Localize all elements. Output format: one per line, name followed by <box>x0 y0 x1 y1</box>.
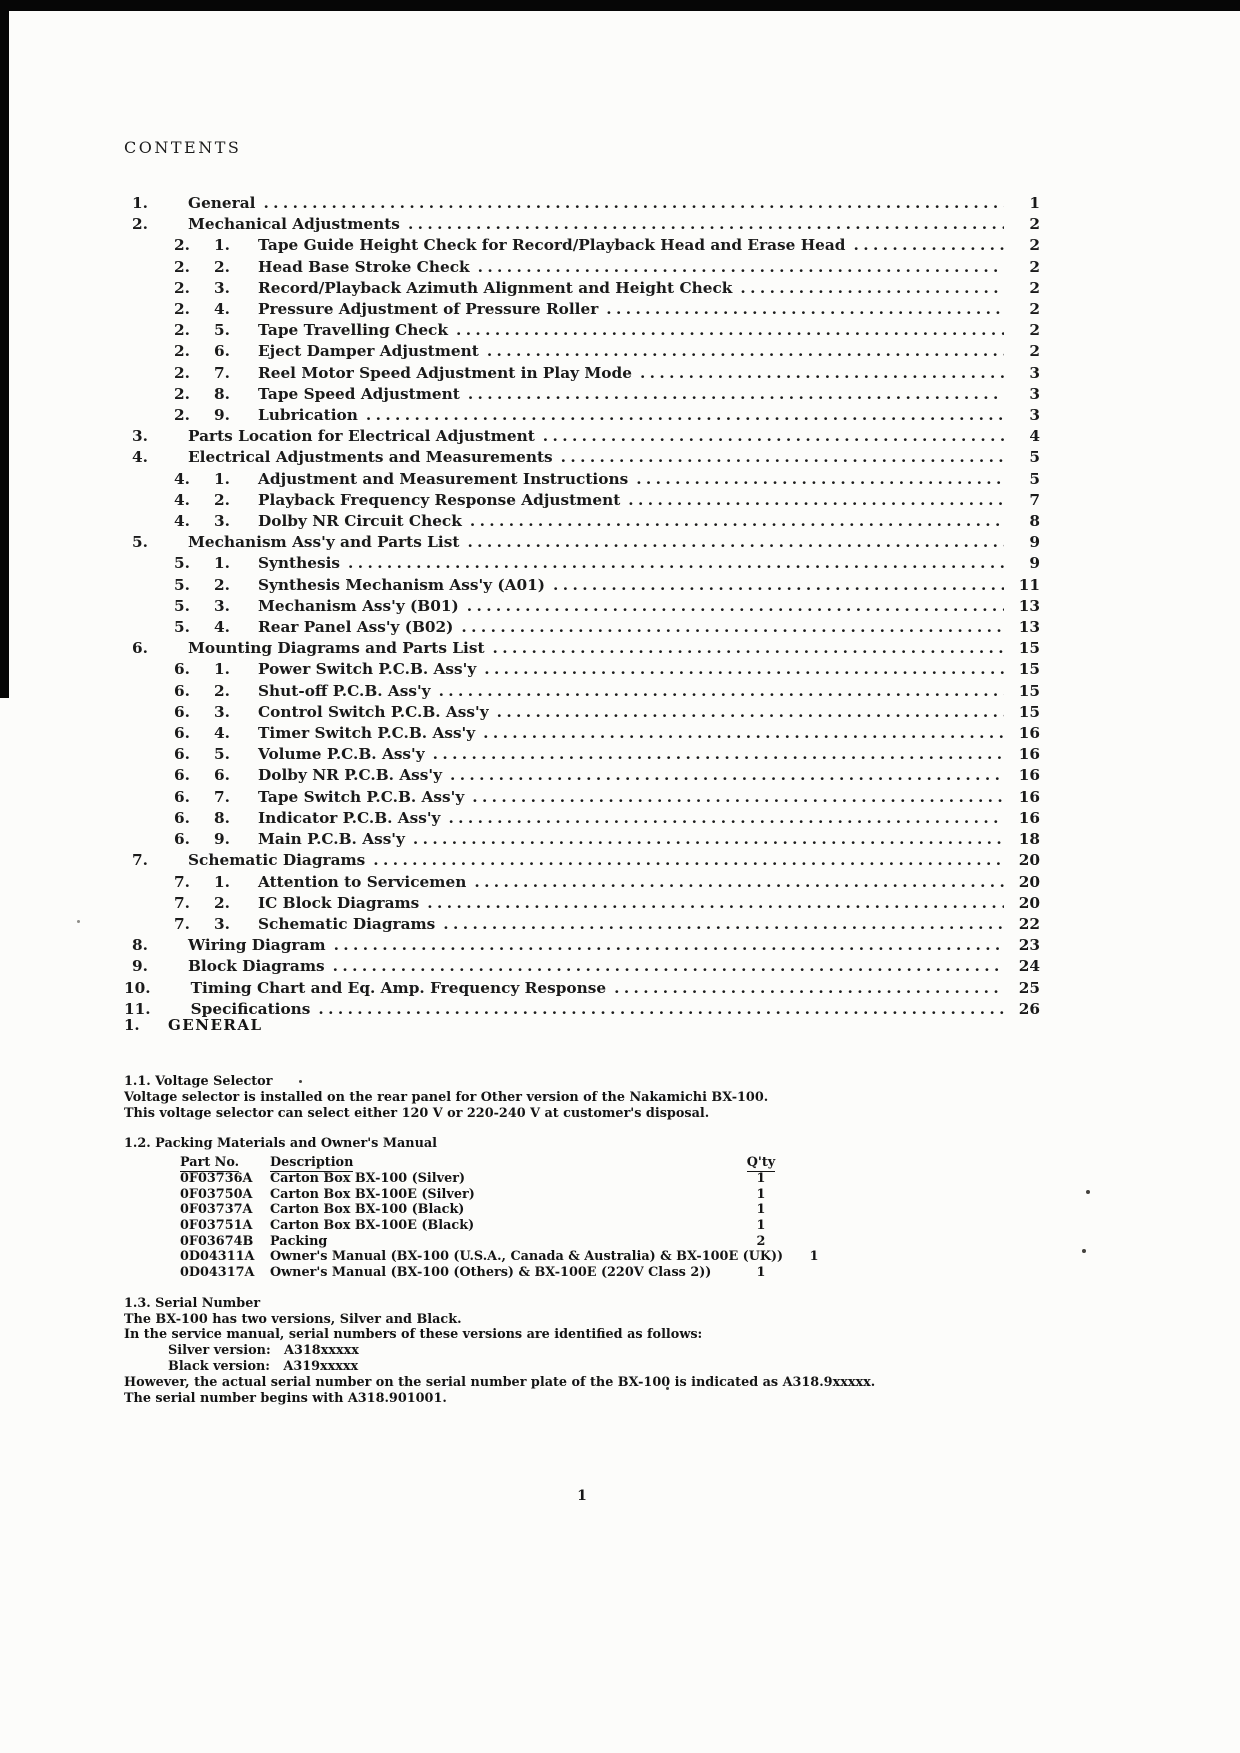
toc-entry-subnumber: 8. <box>214 808 230 827</box>
toc-dot-leader <box>470 511 1004 532</box>
toc-entry-number: 6. <box>174 830 190 849</box>
toc-entry-subnumber: 4. <box>214 300 230 319</box>
toc-entry <box>124 638 1040 659</box>
toc-entry-subnumber: 4. <box>214 618 230 637</box>
text-line: However, the actual serial number on the serial number plate of the BX-100 is indicated as A318.9xxxxx. <box>124 1374 876 1390</box>
toc-dot-leader <box>408 214 1004 235</box>
toc-entry-page: 16 <box>1018 745 1040 764</box>
toc-entry-page: 20 <box>1018 872 1040 891</box>
toc-entry <box>124 956 1040 977</box>
toc-entry-title: Schematic Diagrams <box>188 851 366 870</box>
toc-dot-leader <box>448 808 1004 829</box>
toc-dot-leader <box>854 235 1004 256</box>
toc-entry <box>124 808 1040 829</box>
serial-number-subsection <box>124 1296 1040 1407</box>
toc-entry <box>124 935 1040 956</box>
toc-entry-number: 2. <box>174 278 190 297</box>
packing-table-body <box>124 1171 1040 1281</box>
toc-entry-title: Indicator P.C.B. Ass'y <box>258 808 441 827</box>
toc-entry-number: 2. <box>174 236 190 255</box>
toc-entry-subnumber: 2. <box>214 681 230 700</box>
toc-entry-number: 4. <box>174 469 190 488</box>
toc-entry-title: Playback Frequency Response Adjustment <box>258 490 621 509</box>
packing-table-row <box>124 1249 1040 1265</box>
toc-entry-subnumber: 7. <box>214 787 230 806</box>
toc-dot-leader <box>478 257 1004 278</box>
packing-table-row <box>124 1171 1040 1187</box>
toc-dot-leader <box>606 299 1004 320</box>
part-number-cell: 0F03674B <box>180 1233 254 1249</box>
toc-dot-leader <box>263 193 1004 214</box>
toc-entry-page: 5 <box>1029 448 1040 467</box>
qty-cell: 1 <box>756 1186 766 1202</box>
toc-entry-page: 26 <box>1018 999 1040 1018</box>
toc-entry-number: 7. <box>132 851 148 870</box>
toc-entry-number: 3. <box>132 427 148 446</box>
description-cell: Carton Box BX-100 (Silver) <box>270 1170 466 1186</box>
toc-entry-title: Parts Location for Electrical Adjustment <box>188 427 535 446</box>
toc-entry-page: 9 <box>1029 554 1040 573</box>
toc-entry-title: Tape Guide Height Check for Record/Playback Head and Erase Head <box>258 236 846 255</box>
toc-dot-leader <box>461 617 1004 638</box>
toc-dot-leader <box>740 278 1004 299</box>
toc-entry-number: 2. <box>132 215 148 234</box>
toc-entry-subnumber: 2. <box>214 257 230 276</box>
toc-dot-leader <box>439 681 1004 702</box>
toc-entry-subnumber: 6. <box>214 766 230 785</box>
toc-entry-page: 15 <box>1018 702 1040 721</box>
qty-cell: 1 <box>756 1170 766 1186</box>
toc-entry-number: 6. <box>174 681 190 700</box>
toc-entry <box>124 384 1040 405</box>
serial-number-heading: 1.3. Serial Number <box>124 1295 261 1311</box>
general-section <box>124 1016 1040 1406</box>
toc-entry-title: Adjustment and Measurement Instructions <box>258 469 629 488</box>
toc-entry-page: 20 <box>1018 851 1040 870</box>
toc-entry-title: Timer Switch P.C.B. Ass'y <box>258 724 476 743</box>
toc-entry-number: 4. <box>174 490 190 509</box>
toc-entry-page: 1 <box>1029 194 1040 212</box>
toc-dot-leader <box>373 850 1004 871</box>
toc-dot-leader <box>433 744 1004 765</box>
toc-entry <box>124 765 1040 786</box>
toc-entry-number: 10. <box>124 978 151 997</box>
packing-table-row <box>124 1265 1040 1281</box>
toc-entry-page: 2 <box>1029 321 1040 340</box>
part-number-cell: 0D04311A <box>180 1249 255 1265</box>
toc-entry-page: 9 <box>1029 533 1040 552</box>
toc-entry-title: IC Block Diagrams <box>258 893 420 912</box>
toc-entry-number: 7. <box>174 914 190 933</box>
toc-entry-subnumber: 3. <box>214 702 230 721</box>
toc-entry-title: Lubrication <box>258 406 358 425</box>
toc-entry <box>124 532 1040 553</box>
voltage-selector-paragraph <box>124 1090 1040 1122</box>
toc-dot-leader <box>474 872 1004 893</box>
toc-entry-number: 9. <box>132 957 148 976</box>
packing-materials-table <box>124 1155 1040 1281</box>
toc-entry-number: 2. <box>174 342 190 361</box>
description-cell: Packing <box>270 1233 328 1249</box>
toc-entry-page: 15 <box>1018 660 1040 679</box>
toc-entry-title: Volume P.C.B. Ass'y <box>258 745 425 764</box>
toc-entry-number: 5. <box>174 618 190 637</box>
toc-dot-leader <box>640 363 1004 384</box>
toc-entry-title: Rear Panel Ass'y (B02) <box>258 618 454 637</box>
toc-dot-leader <box>472 787 1004 808</box>
toc-entry-number: 2. <box>174 363 190 382</box>
toc-entry <box>124 447 1040 468</box>
contents-heading: CONTENTS <box>124 138 242 157</box>
toc-entry <box>124 193 1040 214</box>
toc-entry-subnumber: 1. <box>214 236 230 255</box>
toc-entry <box>124 787 1040 808</box>
scan-artifact-speck <box>1082 1249 1086 1253</box>
packing-table-row <box>124 1234 1040 1250</box>
toc-entry-subnumber: 3. <box>214 596 230 615</box>
toc-entry-number: 2. <box>174 321 190 340</box>
toc-entry-subnumber: 1. <box>214 660 230 679</box>
toc-entry <box>124 681 1040 702</box>
toc-dot-leader <box>450 765 1004 786</box>
packing-materials-subsection <box>124 1136 1040 1280</box>
description-cell: Carton Box BX-100E (Silver) <box>270 1186 475 1202</box>
toc-entry-number: 6. <box>174 702 190 721</box>
qty-cell: 1 <box>756 1218 766 1233</box>
toc-entry-number: 5. <box>174 575 190 594</box>
toc-entry <box>124 405 1040 426</box>
toc-entry-subnumber: 9. <box>214 406 230 425</box>
toc-entry <box>124 363 1040 384</box>
toc-entry <box>124 214 1040 235</box>
part-number-cell: 0F03750A <box>180 1186 253 1202</box>
toc-entry-title: Mechanical Adjustments <box>188 215 400 234</box>
toc-dot-leader <box>467 532 1004 553</box>
description-cell: Owner's Manual (BX-100 (Others) & BX-100E (220V Class 2)) <box>270 1265 712 1281</box>
toc-entry-subnumber: 9. <box>214 830 230 849</box>
toc-entry-page: 13 <box>1018 618 1040 637</box>
toc-entry-page: 3 <box>1029 363 1040 382</box>
toc-entry-title: Mounting Diagrams and Parts List <box>188 639 485 658</box>
toc-entry <box>124 490 1040 511</box>
toc-dot-leader <box>487 341 1004 362</box>
toc-dot-leader <box>628 490 1004 511</box>
toc-entry-number: 6. <box>174 660 190 679</box>
contents-section <box>124 138 1040 1020</box>
toc-entry-page: 11 <box>1018 575 1040 594</box>
toc-entry-page: 8 <box>1029 512 1040 531</box>
scan-artifact-speck <box>77 920 80 923</box>
toc-entry-number: 8. <box>132 936 148 955</box>
toc-entry-subnumber: 1. <box>214 469 230 488</box>
part-number-cell: 0F03737A <box>180 1202 253 1218</box>
toc-entry-number: 2. <box>174 384 190 403</box>
toc-entry-page: 16 <box>1018 787 1040 806</box>
toc-dot-leader <box>334 935 1004 956</box>
toc-entry-subnumber: 6. <box>214 342 230 361</box>
toc-entry-subnumber: 2. <box>214 575 230 594</box>
toc-entry-subnumber: 1. <box>214 554 230 573</box>
toc-dot-leader <box>543 426 1004 447</box>
toc-entry-page: 16 <box>1018 766 1040 785</box>
serial-number-paragraph <box>124 1312 1040 1344</box>
toc-dot-leader <box>636 469 1004 490</box>
toc-dot-leader <box>467 596 1004 617</box>
qty-cell: 2 <box>756 1233 766 1249</box>
toc-entry <box>124 575 1040 596</box>
toc-entry-number: 2. <box>174 406 190 425</box>
toc-entry <box>124 744 1040 765</box>
toc-entry-number: 6. <box>174 745 190 764</box>
toc-entry-number: 4. <box>132 448 148 467</box>
toc-entry-title: Synthesis Mechanism Ass'y (A01) <box>258 575 546 594</box>
toc-entry-subnumber: 3. <box>214 278 230 297</box>
toc-entry-title: Dolby NR Circuit Check <box>258 512 462 531</box>
toc-entry-page: 18 <box>1018 830 1040 849</box>
toc-dot-leader <box>443 914 1004 935</box>
toc-entry-number: 11. <box>124 999 151 1018</box>
toc-entry-page: 15 <box>1018 681 1040 700</box>
toc-entry-number: 7. <box>174 872 190 891</box>
toc-entry-title: Reel Motor Speed Adjustment in Play Mode <box>258 363 632 382</box>
toc-dot-leader <box>456 320 1004 341</box>
toc-entry <box>124 914 1040 935</box>
toc-entry-title: Mechanism Ass'y (B01) <box>258 596 459 615</box>
part-number-cell: 0F03751A <box>180 1218 253 1233</box>
toc-entry-title: Specifications <box>190 999 311 1018</box>
toc-entry-title: Eject Damper Adjustment <box>258 342 479 361</box>
toc-entry <box>124 511 1040 532</box>
toc-entry <box>124 702 1040 723</box>
toc-dot-leader <box>493 638 1004 659</box>
page-number: 1 <box>577 1488 587 1504</box>
toc-entry-subnumber: 4. <box>214 724 230 743</box>
toc-entry-page: 2 <box>1029 278 1040 297</box>
toc-entry-page: 2 <box>1029 342 1040 361</box>
toc-entry-number: 4. <box>174 512 190 531</box>
serial-number-paragraph-2 <box>124 1375 1040 1407</box>
description-cell: Carton Box BX-100E (Black) <box>270 1218 475 1233</box>
toc-entry-page: 25 <box>1018 978 1040 997</box>
toc-entry-page: 15 <box>1018 639 1040 658</box>
toc-entry <box>124 829 1040 850</box>
voltage-selector-subsection <box>124 1074 1040 1121</box>
toc-entry-title: Power Switch P.C.B. Ass'y <box>258 660 477 679</box>
toc-entry-page: 2 <box>1029 300 1040 319</box>
toc-entry <box>124 659 1040 680</box>
toc-entry-page: 13 <box>1018 596 1040 615</box>
toc-entry-number: 1. <box>132 194 148 212</box>
toc-entry-page: 3 <box>1029 406 1040 425</box>
toc-entry-number: 6. <box>174 808 190 827</box>
toc-entry-title: Tape Speed Adjustment <box>258 384 460 403</box>
toc-dot-leader <box>333 956 1004 977</box>
scan-artifact-left-bar <box>0 0 9 698</box>
description-cell: Carton Box BX-100 (Black) <box>270 1202 465 1218</box>
toc-entry <box>124 617 1040 638</box>
toc-entry <box>124 893 1040 914</box>
toc-entry-subnumber: 5. <box>214 321 230 340</box>
packing-table-row <box>124 1218 1040 1234</box>
toc-entry-title: Timing Chart and Eq. Amp. Frequency Response <box>190 978 607 997</box>
toc-entry-subnumber: 2. <box>214 490 230 509</box>
toc-entry <box>124 341 1040 362</box>
toc-dot-leader <box>483 723 1004 744</box>
toc-dot-leader <box>614 978 1004 999</box>
column-header-part-no: Part No. <box>180 1155 240 1171</box>
packing-table-header-row <box>124 1155 1040 1171</box>
text-line: The serial number begins with A318.901001. <box>124 1390 447 1406</box>
toc-entry-number: 5. <box>174 596 190 615</box>
part-number-cell: 0D04317A <box>180 1265 255 1281</box>
text-line: In the service manual, serial numbers of these versions are identified as follows: <box>124 1327 703 1343</box>
scan-artifact-top-bar <box>0 0 1240 11</box>
toc-entry-subnumber: 1. <box>214 872 230 891</box>
toc-entry-page: 24 <box>1018 957 1040 976</box>
toc-entry <box>124 320 1040 341</box>
toc-entry <box>124 235 1040 256</box>
toc-entry-subnumber: 8. <box>214 384 230 403</box>
toc-entry-title: General <box>188 194 256 212</box>
column-header-qty: Q'ty <box>746 1155 776 1171</box>
qty-cell: 1 <box>756 1202 766 1218</box>
toc-entry <box>124 257 1040 278</box>
toc-entry-subnumber: 7. <box>214 363 230 382</box>
toc-entry-page: 7 <box>1029 490 1040 509</box>
toc-entry-title: Mechanism Ass'y and Parts List <box>188 533 460 552</box>
packing-table-row <box>124 1187 1040 1203</box>
toc-entry-number: 7. <box>174 893 190 912</box>
toc-entry-title: Wiring Diagram <box>188 936 326 955</box>
toc-entry-title: Shut-off P.C.B. Ass'y <box>258 681 431 700</box>
voltage-selector-heading: 1.1. Voltage Selector <box>124 1074 273 1089</box>
toc-entry-title: Electrical Adjustments and Measurements <box>188 448 553 467</box>
toc-entry-page: 2 <box>1029 257 1040 276</box>
toc-entry <box>124 278 1040 299</box>
toc-entry-number: 6. <box>132 639 148 658</box>
toc-entry-page: 16 <box>1018 808 1040 827</box>
general-heading-number: 1. <box>124 1016 140 1034</box>
text-line: Voltage selector is installed on the rear panel for Other version of the Nakamichi BX-100. <box>124 1089 769 1105</box>
toc-entry-subnumber: 2. <box>214 893 230 912</box>
toc-entry-title: Head Base Stroke Check <box>258 257 470 276</box>
serial-version-list <box>124 1343 1040 1375</box>
toc-entry-title: Main P.C.B. Ass'y <box>258 830 405 849</box>
column-header-description: Description <box>270 1155 354 1171</box>
toc-entry-page: 2 <box>1029 215 1040 234</box>
serial-version-line: Silver version: A318xxxxx <box>168 1343 359 1359</box>
toc-entry-page: 20 <box>1018 893 1040 912</box>
toc-dot-leader <box>553 575 1004 596</box>
toc-entry <box>124 426 1040 447</box>
toc-entry-title: Schematic Diagrams <box>258 914 436 933</box>
toc-entry-subnumber: 5. <box>214 745 230 764</box>
toc-entry-number: 5. <box>132 533 148 552</box>
toc-entry-number: 2. <box>174 300 190 319</box>
text-line: This voltage selector can select either 120 V or 220-240 V at customer's disposal. <box>124 1105 710 1121</box>
toc-dot-leader <box>484 659 1004 680</box>
toc-entry-title: Control Switch P.C.B. Ass'y <box>258 702 489 721</box>
part-number-cell: 0F03736A <box>180 1170 253 1186</box>
toc-entry <box>124 299 1040 320</box>
toc-entry-page: 4 <box>1029 427 1040 446</box>
description-cell: Owner's Manual (BX-100 (U.S.A., Canada & Australia) & BX-100E (UK)) <box>270 1249 784 1265</box>
toc-dot-leader <box>468 384 1004 405</box>
toc-entry-page: 22 <box>1018 914 1040 933</box>
toc-entry <box>124 978 1040 999</box>
packing-materials-heading: 1.2. Packing Materials and Owner's Manual <box>124 1136 438 1152</box>
qty-cell: 1 <box>809 1249 819 1265</box>
toc-entry-subnumber: 3. <box>214 512 230 531</box>
toc-entry <box>124 723 1040 744</box>
toc-dot-leader <box>366 405 1004 426</box>
toc-dot-leader <box>413 829 1004 850</box>
toc-entry-title: Pressure Adjustment of Pressure Roller <box>258 300 599 319</box>
toc-entry <box>124 850 1040 871</box>
toc-entry <box>124 553 1040 574</box>
scan-artifact-speck <box>1086 1190 1090 1194</box>
toc-entry-title: Block Diagrams <box>188 957 325 976</box>
toc-entry-page: 2 <box>1029 236 1040 255</box>
toc-entry-title: Synthesis <box>258 554 341 573</box>
toc-entry-number: 5. <box>174 554 190 573</box>
serial-version-line: Black version: A319xxxxx <box>168 1359 359 1374</box>
toc-entry-title: Attention to Servicemen <box>258 872 467 891</box>
toc-entry <box>124 469 1040 490</box>
toc-entry-subnumber: 3. <box>214 914 230 933</box>
toc-entry-page: 23 <box>1018 936 1040 955</box>
toc-entry-number: 6. <box>174 766 190 785</box>
toc-entry-title: Dolby NR P.C.B. Ass'y <box>258 766 442 785</box>
toc-dot-leader <box>561 447 1004 468</box>
general-heading <box>124 1016 1040 1034</box>
general-heading-title: GENERAL <box>168 1016 263 1034</box>
toc-entry-page: 16 <box>1018 724 1040 743</box>
toc-entry <box>124 596 1040 617</box>
toc-dot-leader <box>497 702 1004 723</box>
text-line: The BX-100 has two versions, Silver and Black. <box>124 1311 462 1327</box>
qty-cell: 1 <box>756 1265 766 1281</box>
packing-table-row <box>124 1202 1040 1218</box>
toc-entry-page: 5 <box>1029 469 1040 488</box>
toc-entry-number: 6. <box>174 724 190 743</box>
toc-dot-leader <box>427 893 1004 914</box>
toc-entry-title: Tape Switch P.C.B. Ass'y <box>258 787 465 806</box>
toc-entry-title: Tape Travelling Check <box>258 321 448 340</box>
toc-entry-title: Record/Playback Azimuth Alignment and Height Check <box>258 278 733 297</box>
table-of-contents <box>124 193 1040 1020</box>
toc-entry-page: 3 <box>1029 384 1040 403</box>
toc-entry <box>124 872 1040 893</box>
toc-entry-number: 6. <box>174 787 190 806</box>
toc-entry-number: 2. <box>174 257 190 276</box>
toc-dot-leader <box>348 553 1004 574</box>
